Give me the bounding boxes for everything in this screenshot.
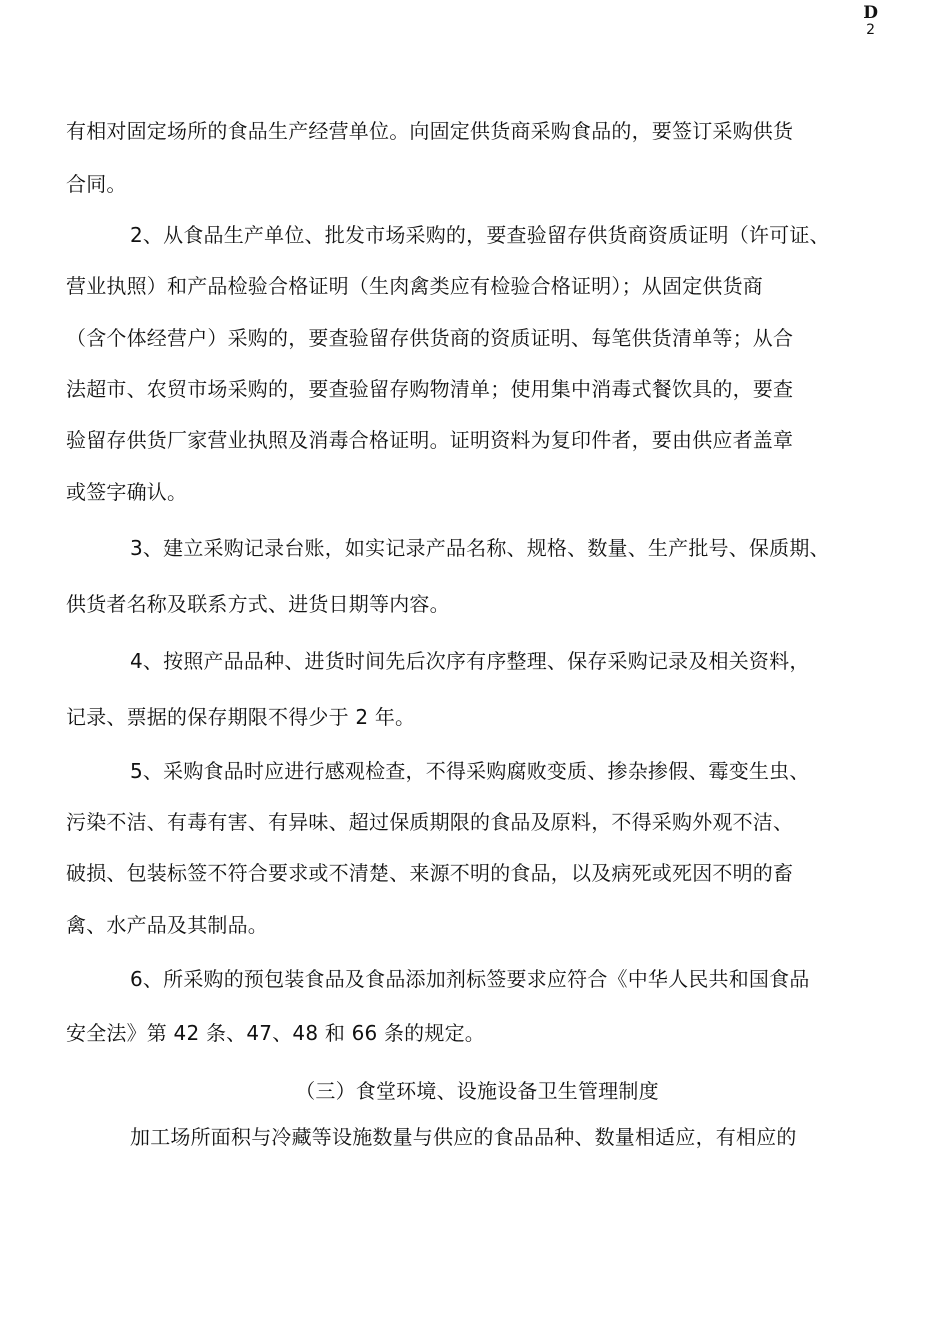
paragraph-2-start: 2、从食品生产单位、批发市场采购的，要查验留存供货商资质证明（许可证、: [130, 223, 830, 247]
paragraph-7-start: 加工场所面积与冷藏等设施数量与供应的食品品种、数量相适应，有相应的: [130, 1125, 797, 1149]
section-heading: （三）食堂环境、设施设备卫生管理制度: [295, 1079, 659, 1103]
page-number-block: [863, 4, 878, 38]
text-line: 营业执照）和产品检验合格证明（生肉禽类应有检验合格证明）；从固定供货商: [66, 274, 763, 298]
page-number: 2: [866, 21, 876, 38]
text-line: 合同。: [66, 172, 127, 196]
text-line: 禽、水产品及其制品。: [66, 913, 268, 937]
paragraph-6-start: 6、所采购的预包装食品及食品添加剂标签要求应符合《中华人民共和国食品: [130, 967, 810, 991]
text-line: 或签字确认。: [66, 480, 188, 504]
text-line: 验留存供货厂家营业执照及消毒合格证明。证明资料为复印件者，要由供应者盖章: [66, 428, 794, 452]
text-line: 安全法》第 42 条、47、48 和 66 条的规定。: [66, 1021, 485, 1045]
text-line: 有相对固定场所的食品生产经营单位。向固定供货商采购食品的，要签订采购供货: [66, 119, 794, 143]
paragraph-3-start: 3、建立采购记录台账，如实记录产品名称、规格、数量、生产批号、保质期、: [130, 536, 830, 560]
page-letter: D: [863, 3, 878, 23]
text-line: 供货者名称及联系方式、进货日期等内容。: [66, 592, 450, 616]
paragraph-4-start: 4、按照产品品种、进货时间先后次序有序整理、保存采购记录及相关资料，: [130, 649, 810, 673]
text-line: 破损、包装标签不符合要求或不清楚、来源不明的食品，以及病死或死因不明的畜: [66, 861, 794, 885]
paragraph-5-start: 5、采购食品时应进行感观检查，不得采购腐败变质、掺杂掺假、霉变生虫、: [130, 759, 810, 783]
text-line: 记录、票据的保存期限不得少于 2 年。: [66, 705, 416, 729]
text-line: （含个体经营户）采购的，要查验留存供货商的资质证明、每笔供货清单等；从合: [66, 326, 794, 350]
text-line: 法超市、农贸市场采购的，要查验留存购物清单；使用集中消毒式餐饮具的，要查: [66, 377, 794, 401]
text-line: 污染不洁、有毒有害、有异味、超过保质期限的食品及原料，不得采购外观不洁、: [66, 810, 794, 834]
